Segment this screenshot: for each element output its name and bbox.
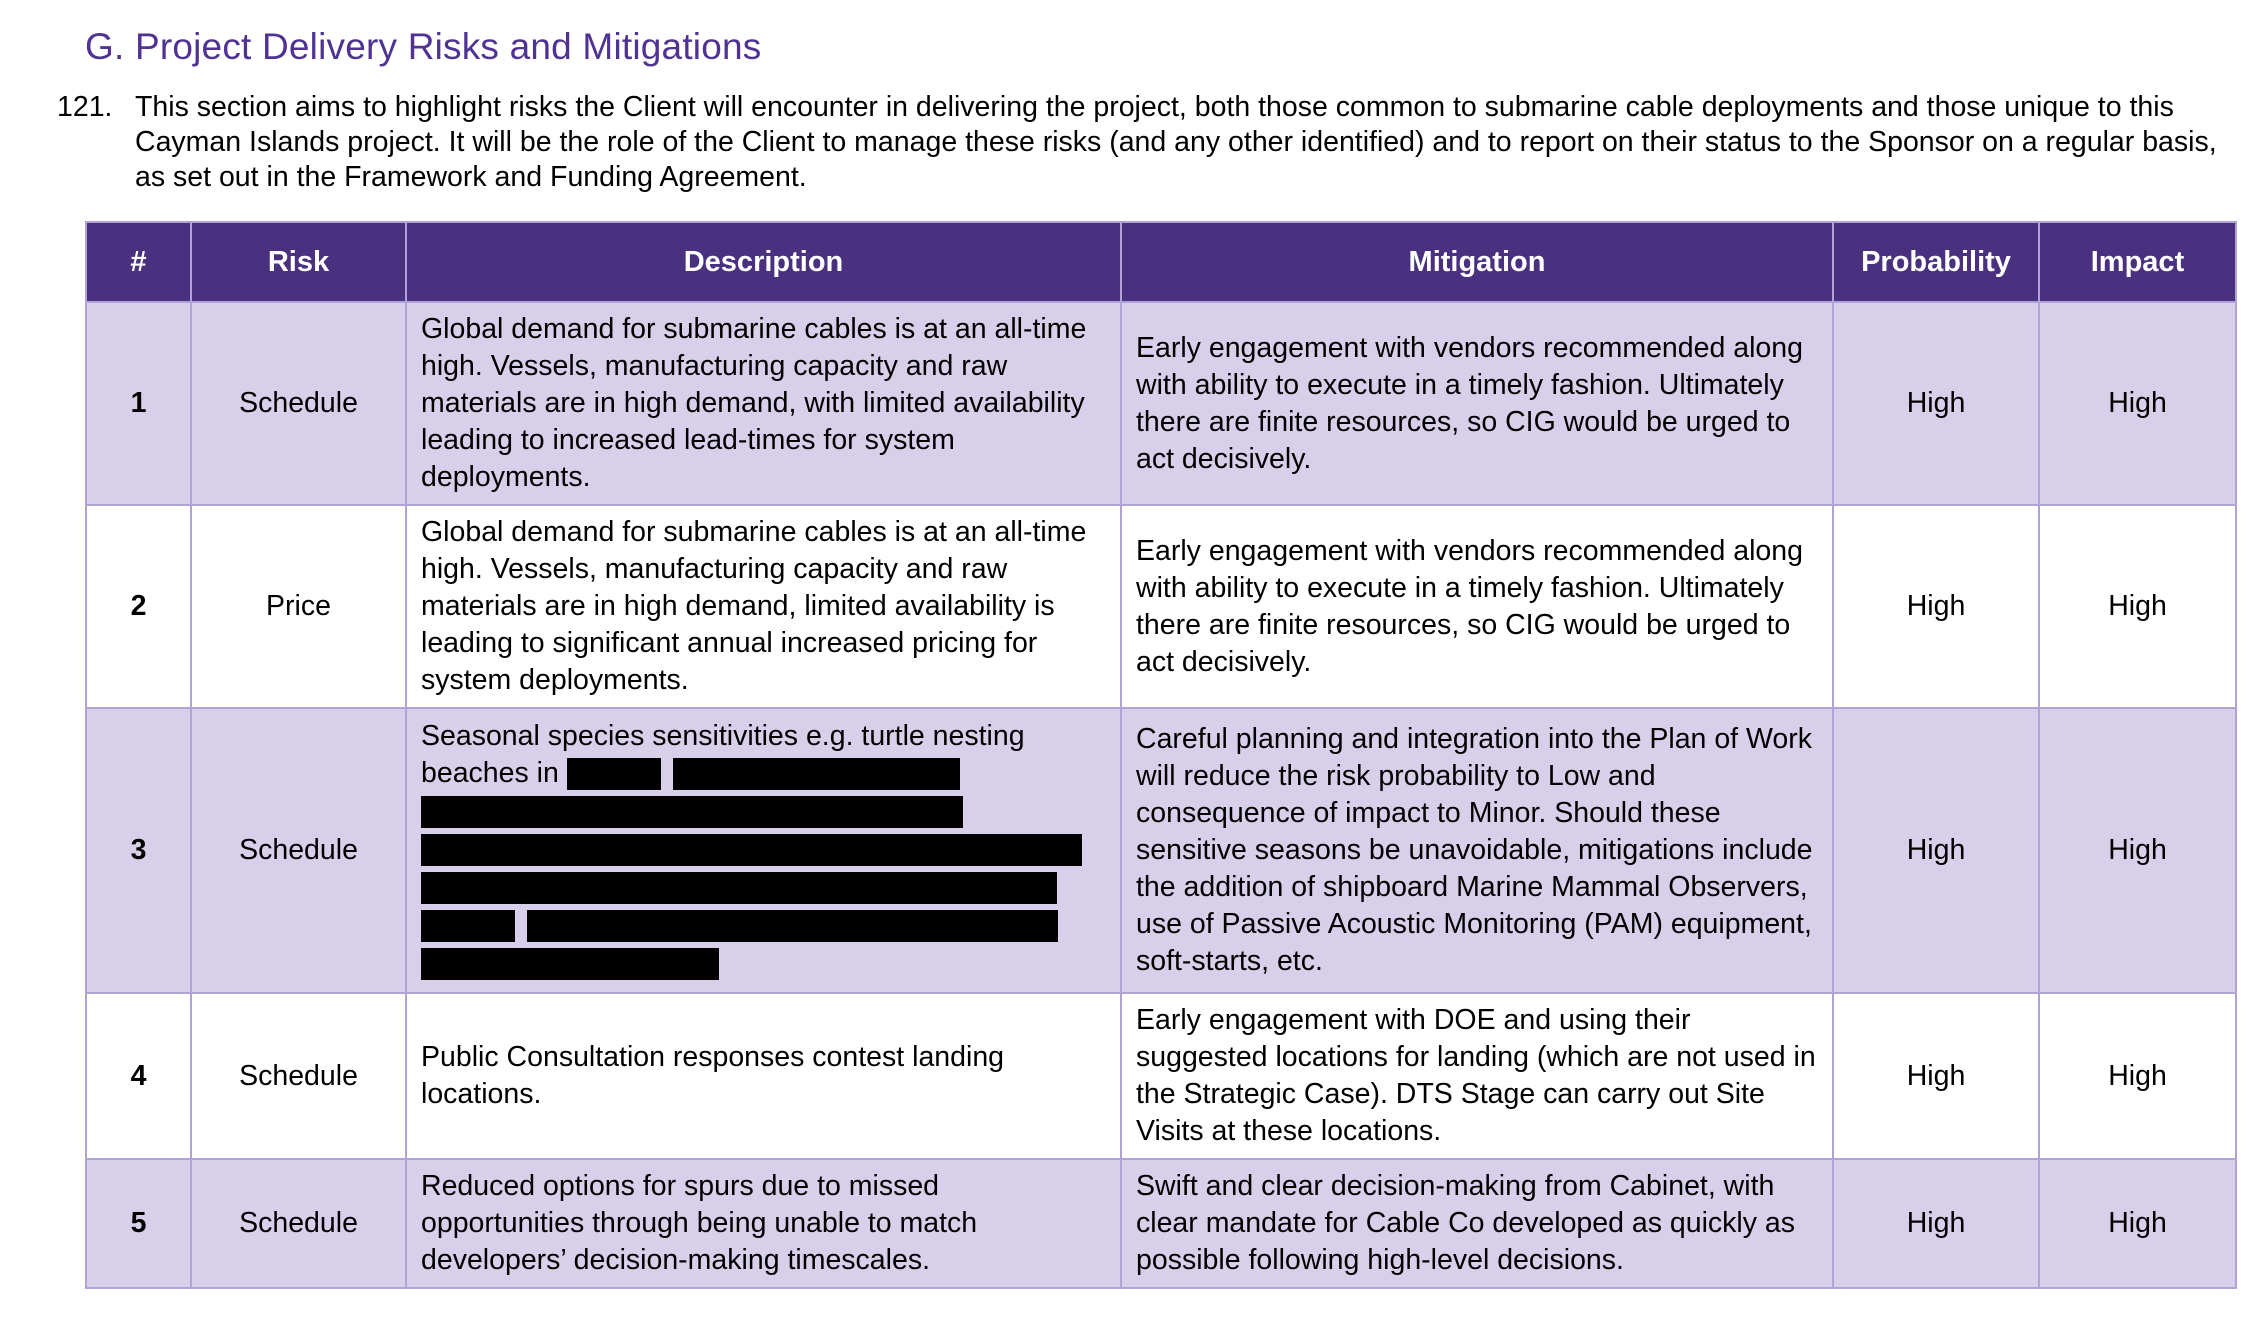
risk-row-2: [86, 505, 2236, 708]
redaction-bar: [421, 834, 1082, 866]
redacted-line: [421, 907, 1106, 945]
cell-probability-4: High: [1833, 993, 2039, 1159]
redaction-bar: [421, 910, 515, 942]
risk-row-1: [86, 302, 2236, 505]
cell-number-1: 1: [86, 302, 191, 505]
cell-description-4: Public Consultation responses contest landing locations.: [406, 993, 1121, 1159]
risk-row-4: [86, 993, 2236, 1159]
cell-risk-4: Schedule: [191, 993, 406, 1159]
cell-risk-1: Schedule: [191, 302, 406, 505]
table-body: [86, 302, 2236, 1288]
cell-impact-5: High: [2039, 1159, 2236, 1288]
cell-number-3: 3: [86, 708, 191, 993]
cell-risk-5: Schedule: [191, 1159, 406, 1288]
column-header-description: Description: [406, 222, 1121, 302]
table-header-row: [86, 222, 2236, 302]
column-header-mitigation: Mitigation: [1121, 222, 1833, 302]
paragraph-text: This section aims to highlight risks the Client will encounter in delivering the project, both those common to submarine cable deployments and those unique to this Cayman Islands project. It will be the role of the Client to manage these risks (and any other identified) and to report on their status to the Sponsor on a regular basis, as set out in the Framework and Funding Agreement.: [135, 91, 2217, 193]
cell-mitigation-1: Early engagement with vendors recommended along with ability to execute in a timely fashion. Ultimately there are finite resources, so CIG would be urged to act decisively.: [1121, 302, 1833, 505]
cell-number-2: 2: [86, 505, 191, 708]
column-header-num: #: [86, 222, 191, 302]
column-header-probability: Probability: [1833, 222, 2039, 302]
cell-mitigation-3: Careful planning and integration into the Plan of Work will reduce the risk probability to Low and consequence of impact to Minor. Should these sensitive seasons be unavoidable, mitigations include the addition of shipboard Marine Mammal Observers, use of Passive Acoustic Monitoring (PAM) equipment, soft-starts, etc.: [1121, 708, 1833, 993]
redacted-line: [421, 755, 1106, 793]
redaction-bar: [567, 758, 661, 790]
cell-risk-2: Price: [191, 505, 406, 708]
cell-mitigation-5: Swift and clear decision-making from Cabinet, with clear mandate for Cable Co developed as quickly as possible following high-level decisions.: [1121, 1159, 1833, 1288]
paragraph-number: 121.: [57, 91, 113, 123]
cell-impact-3: High: [2039, 708, 2236, 993]
cell-probability-1: High: [1833, 302, 2039, 505]
cell-impact-4: High: [2039, 993, 2236, 1159]
redacted-line: [421, 831, 1106, 869]
column-header-impact: Impact: [2039, 222, 2236, 302]
cell-number-5: 5: [86, 1159, 191, 1288]
redacted-line-prefix: beaches in: [421, 757, 567, 790]
cell-impact-2: High: [2039, 505, 2236, 708]
section-heading: G. Project Delivery Risks and Mitigations: [85, 26, 762, 67]
redacted-description-intro: Seasonal species sensitivities e.g. turtle nesting: [421, 720, 1025, 753]
redacted-line: [421, 945, 1106, 983]
cell-risk-3: Schedule: [191, 708, 406, 993]
redaction-bar: [421, 872, 1057, 904]
cell-description-1: Global demand for submarine cables is at an all-time high. Vessels, manufacturing capacity and raw materials are in high demand, with limited availability leading to increased lead-times for system deployments.: [406, 302, 1121, 505]
redaction-bar: [421, 948, 719, 980]
cell-description-2: Global demand for submarine cables is at an all-time high. Vessels, manufacturing capacity and raw materials are in high demand, limited availability is leading to significant annual increased pricing for system deployments.: [406, 505, 1121, 708]
cell-mitigation-2: Early engagement with vendors recommended along with ability to execute in a timely fashion. Ultimately there are finite resources, so CIG would be urged to act decisively.: [1121, 505, 1833, 708]
cell-number-4: 4: [86, 993, 191, 1159]
cell-probability-5: High: [1833, 1159, 2039, 1288]
redacted-line: [421, 793, 1106, 831]
redaction-bar: [527, 910, 1058, 942]
cell-description-5: Reduced options for spurs due to missed opportunities through being unable to match developers’ decision-making timescales.: [406, 1159, 1121, 1288]
cell-mitigation-4: Early engagement with DOE and using their suggested locations for landing (which are not used in the Strategic Case). DTS Stage can carry out Site Visits at these locations.: [1121, 993, 1833, 1159]
cell-probability-2: High: [1833, 505, 2039, 708]
risk-table: [85, 221, 2237, 1289]
cell-impact-1: High: [2039, 302, 2236, 505]
column-header-risk: Risk: [191, 222, 406, 302]
redaction-bar: [421, 796, 963, 828]
cell-description-3: [406, 708, 1121, 993]
paragraph-121: [57, 90, 2268, 195]
cell-probability-3: High: [1833, 708, 2039, 993]
risk-row-3: [86, 708, 2236, 993]
redaction-bar: [673, 758, 960, 790]
risk-row-5: [86, 1159, 2236, 1288]
redacted-line: [421, 869, 1106, 907]
